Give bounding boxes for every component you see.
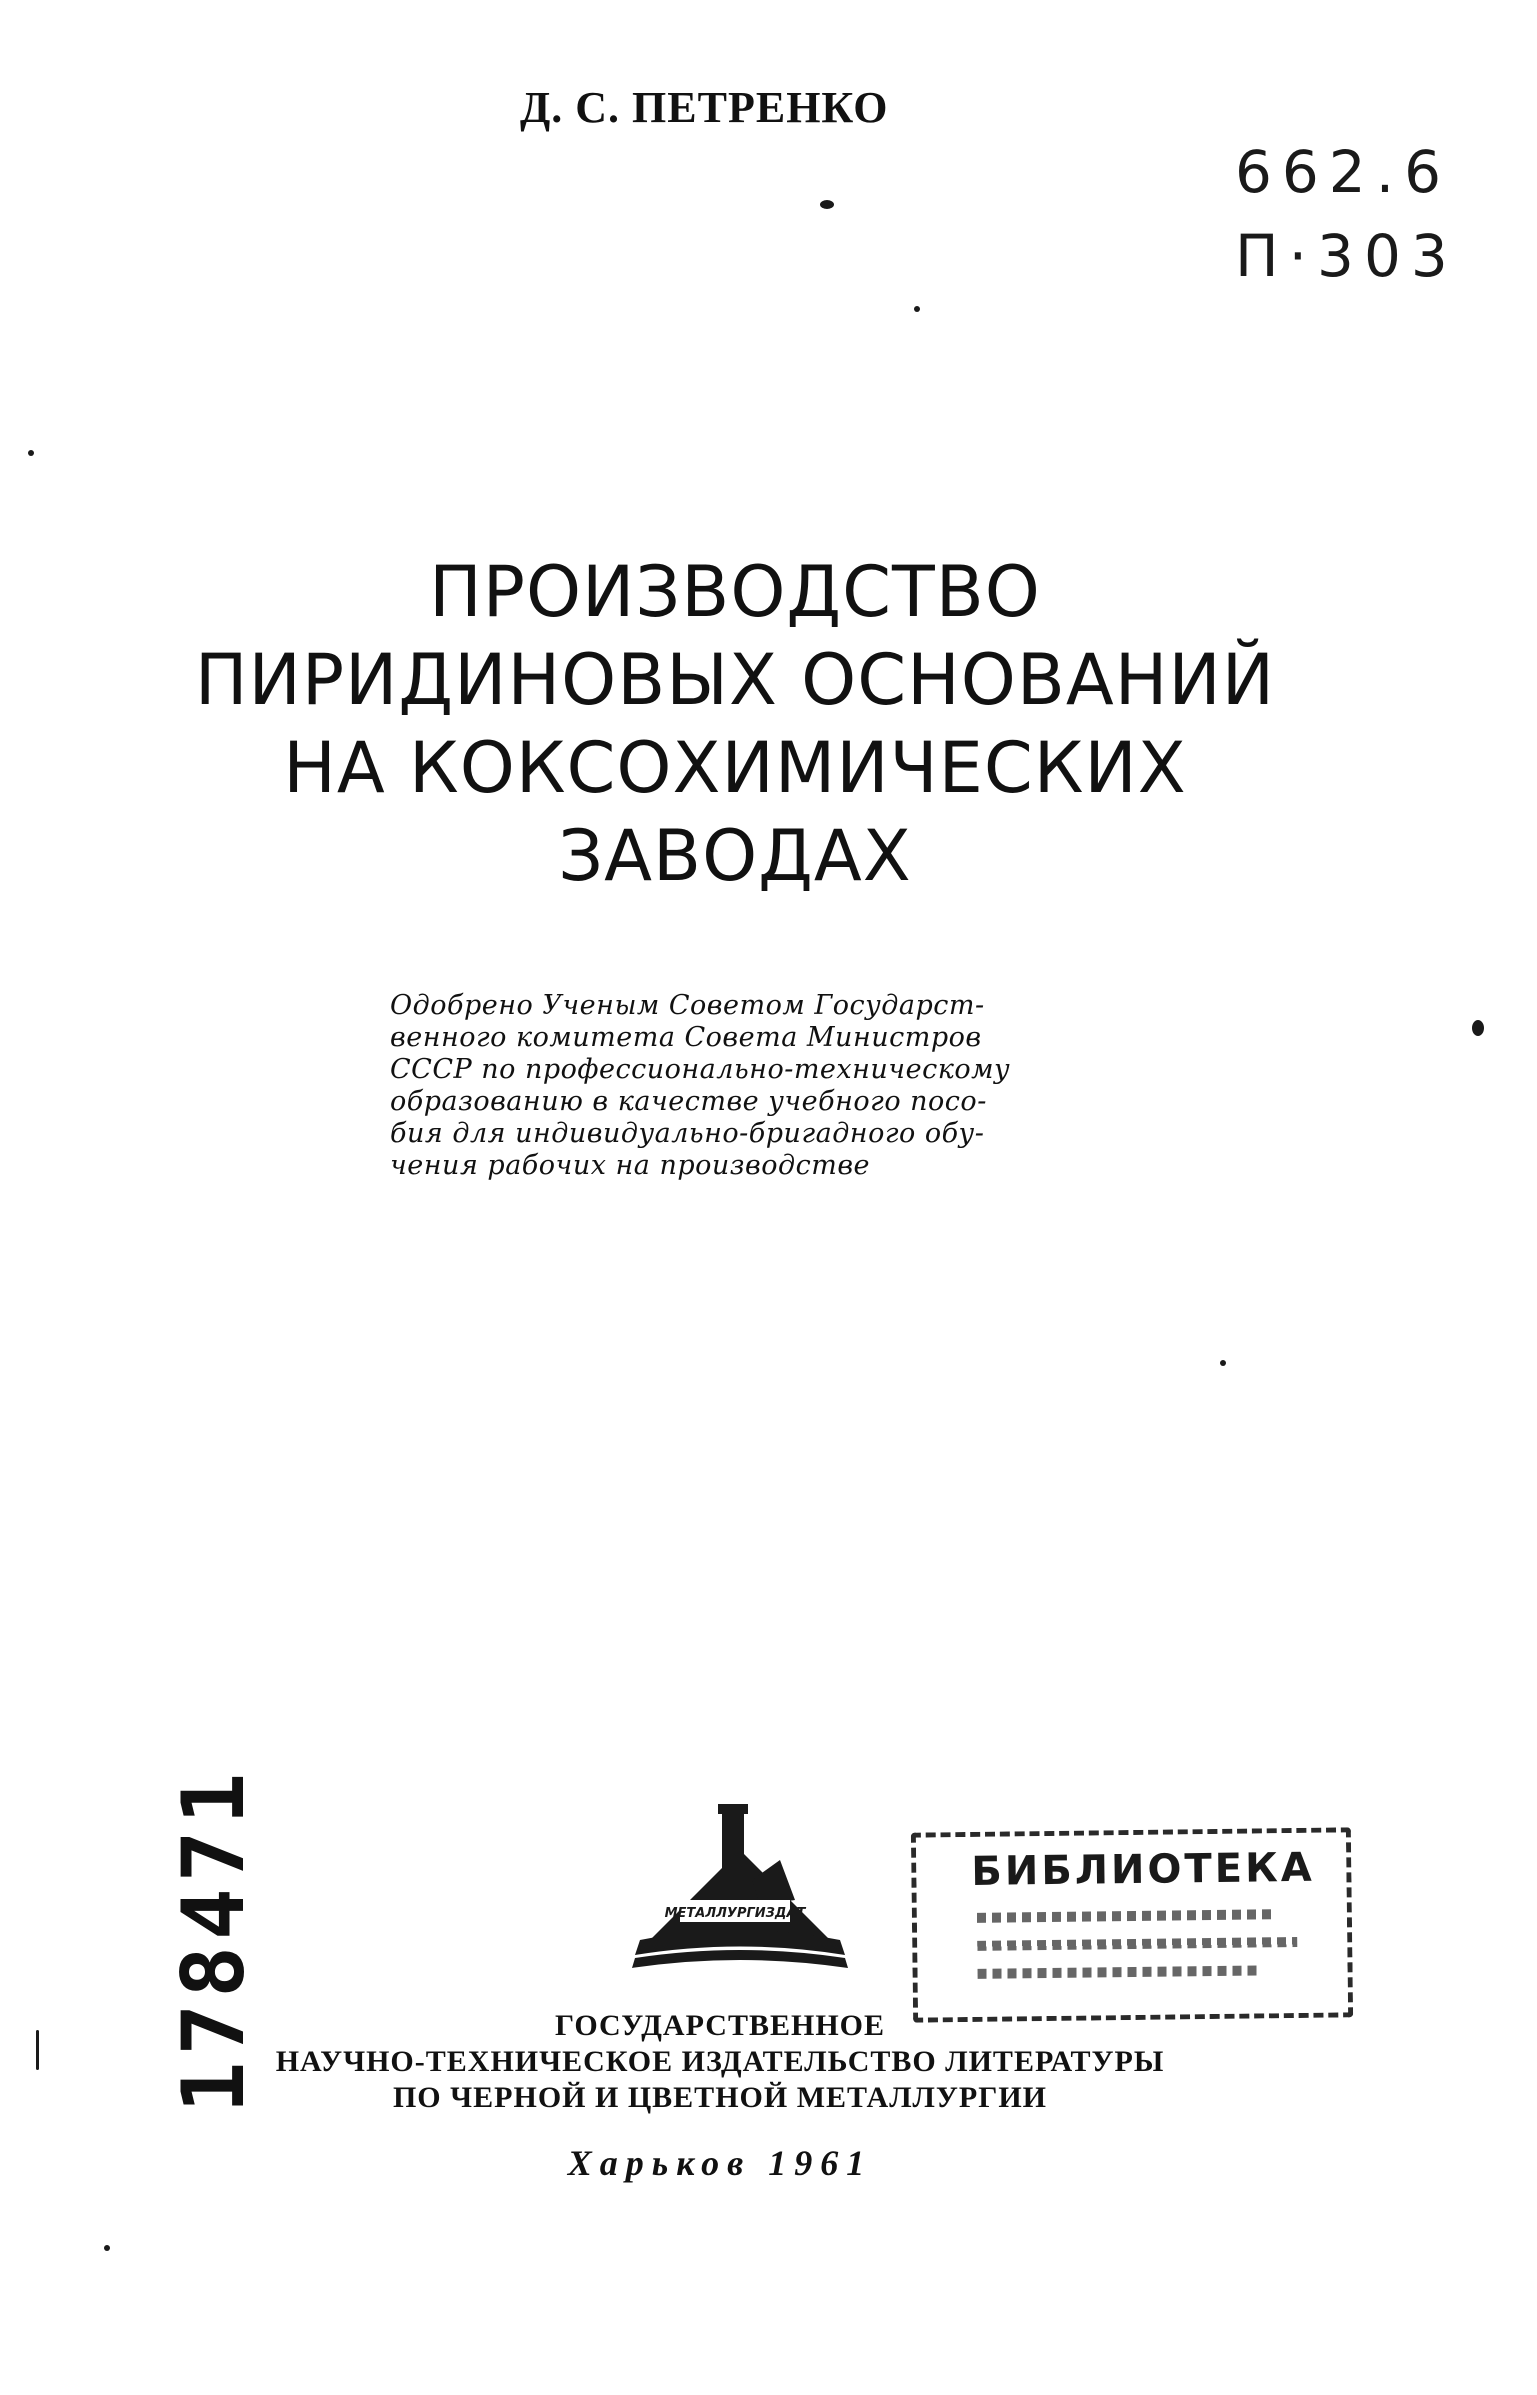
inventory-number: 178471 — [164, 1766, 264, 2114]
author-name: Д. С. ПЕТРЕНКО — [520, 83, 889, 132]
svg-text:МЕТАЛЛУРГИЗДАТ: МЕТАЛЛУРГИЗДАТ — [664, 1906, 806, 1921]
approval-line: бия для индивидуально-бригадного обу- — [390, 1118, 985, 1149]
scan-speck — [28, 450, 34, 456]
shelf-mark-author-code: П·303 — [1235, 222, 1458, 290]
approval-line: чения рабочих на производстве — [390, 1150, 871, 1181]
metallurgizdat-logo-icon — [620, 1790, 860, 1980]
scan-speck — [104, 2245, 110, 2251]
shelf-mark-classification: 662.6 — [1235, 138, 1452, 206]
stamp-text-line — [977, 1937, 1297, 1951]
approval-line: СССР по профессионально-техническому — [390, 1054, 1011, 1085]
stamp-title: БИБЛИОТЕКА — [971, 1844, 1316, 1895]
title-line: НА КОКСОХИМИЧЕСКИХ — [283, 727, 1187, 809]
stamp-text-line — [977, 1909, 1277, 1923]
title-line: ЗАВОДАХ — [558, 815, 912, 897]
imprint-city-year: Харьков 1961 — [567, 2143, 873, 2183]
library-stamp — [911, 1827, 1353, 2022]
scan-speck — [36, 2030, 39, 2070]
approval-line: образованию в качестве учебного посо- — [390, 1086, 987, 1117]
stamp-text-line — [978, 1965, 1258, 1978]
title-line: ПРОИЗВОДСТВО — [429, 551, 1041, 633]
publisher-line: ГОСУДАРСТВЕННОЕ — [555, 2009, 885, 2042]
publisher-line: НАУЧНО-ТЕХНИЧЕСКОЕ ИЗДАТЕЛЬСТВО ЛИТЕРАТУРЫ — [275, 2045, 1165, 2078]
scan-speck — [1472, 1020, 1484, 1036]
scan-speck — [1220, 1360, 1226, 1366]
approval-line: венного комитета Совета Министров — [390, 1022, 982, 1053]
publisher-name — [220, 2008, 1220, 2116]
title-line: ПИРИДИНОВЫХ ОСНОВАНИЙ — [194, 639, 1276, 721]
approval-note — [390, 990, 1090, 1182]
publisher-line: ПО ЧЕРНОЙ И ЦВЕТНОЙ МЕТАЛЛУРГИИ — [392, 2081, 1048, 2114]
approval-line: Одобрено Ученым Советом Государст- — [390, 990, 985, 1021]
scan-speck — [820, 200, 834, 209]
book-title — [120, 548, 1350, 900]
scan-speck — [914, 306, 920, 312]
